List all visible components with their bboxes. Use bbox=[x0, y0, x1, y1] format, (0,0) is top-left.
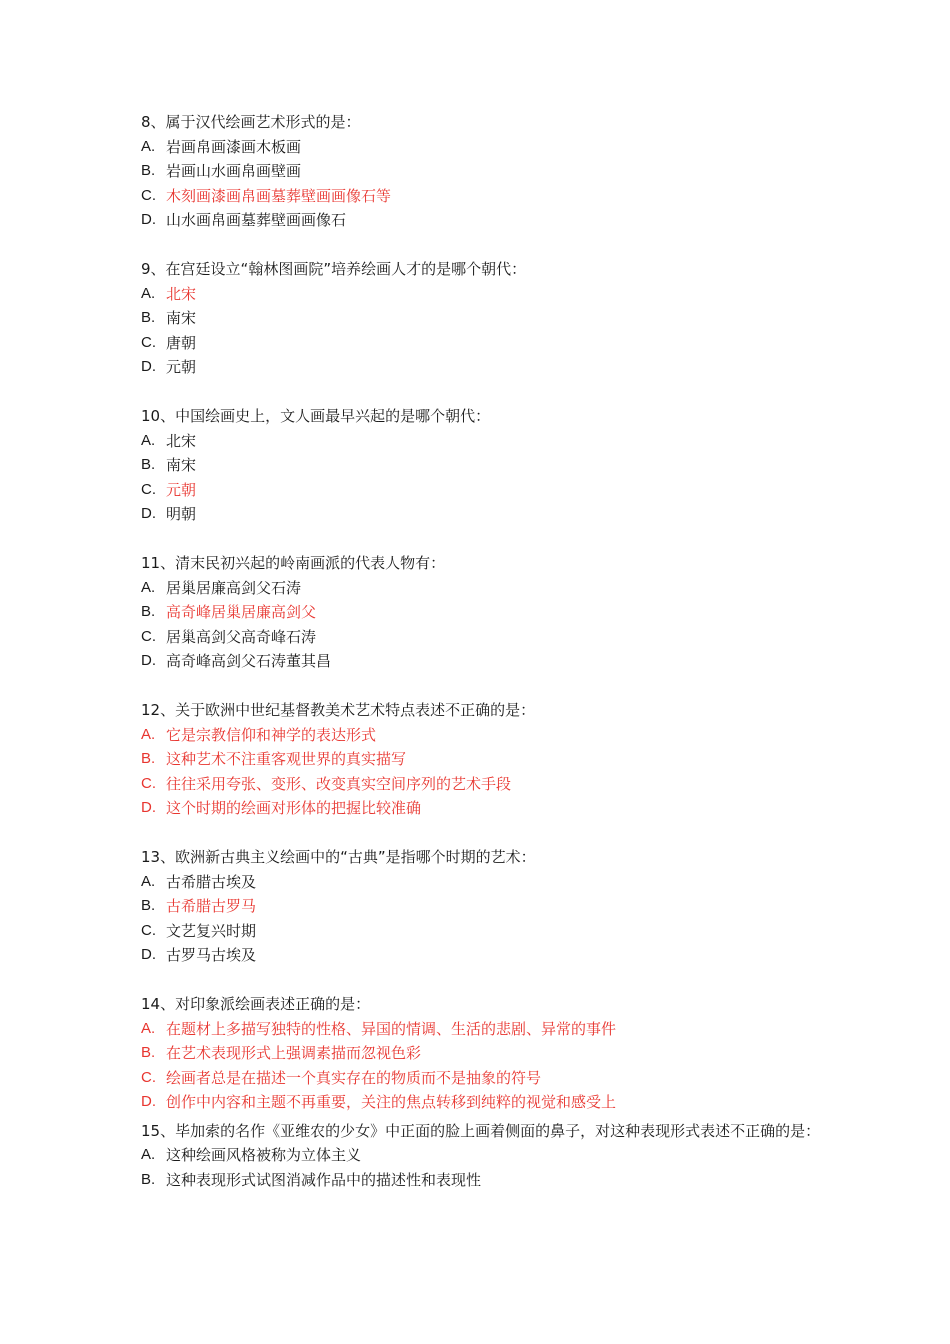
option-c bbox=[141, 625, 821, 650]
option-text: 文艺复兴时期 bbox=[166, 921, 257, 940]
option-letter: D. bbox=[141, 211, 156, 228]
question-8 bbox=[141, 110, 821, 233]
option-letter: C. bbox=[141, 333, 156, 351]
option-text: 南宋 bbox=[166, 456, 197, 474]
correct-answer-text: 这种艺术不注重客观世界的真实描写 bbox=[166, 750, 407, 768]
question-stem: 8、属于汉代绘画艺术形式的是： bbox=[141, 113, 361, 131]
option-b bbox=[141, 453, 821, 478]
option-text: 山水画帛画墓葬壁画画像石 bbox=[166, 211, 347, 229]
option-a bbox=[141, 870, 821, 895]
option-d bbox=[141, 355, 821, 380]
question-stem: 14、对印象派绘画表述正确的是： bbox=[141, 995, 371, 1013]
option-letter: B. bbox=[141, 750, 156, 767]
correct-answer-text: 绘画者总是在描述一个真实存在的物质而不是抽象的符号 bbox=[166, 1068, 542, 1087]
option-letter: C. bbox=[141, 480, 156, 498]
option-text: 古罗马古埃及 bbox=[166, 946, 257, 964]
option-text: 居巢居廉高剑父石涛 bbox=[166, 578, 302, 597]
option-text: 这种绘画风格被称为立体主义 bbox=[166, 1146, 362, 1164]
option-text: 岩画帛画漆画木板画 bbox=[166, 137, 302, 156]
option-letter: A. bbox=[141, 137, 156, 155]
correct-answer-text: 这个时期的绘画对形体的把握比较准确 bbox=[166, 799, 422, 817]
question-14 bbox=[141, 992, 821, 1115]
option-letter: B. bbox=[141, 1170, 156, 1188]
option-text: 北宋 bbox=[166, 431, 197, 450]
question-stem: 9、在宫廷设立“翰林图画院”培养绘画人才的是哪个朝代： bbox=[141, 260, 527, 278]
option-letter: A. bbox=[141, 872, 156, 890]
option-a bbox=[141, 282, 821, 307]
option-text: 元朝 bbox=[166, 358, 197, 376]
option-b bbox=[141, 1041, 821, 1066]
option-text: 这种表现形式试图消减作品中的描述性和表现性 bbox=[166, 1170, 482, 1189]
option-text: 唐朝 bbox=[166, 333, 197, 352]
option-letter: C. bbox=[141, 627, 156, 645]
option-letter: D. bbox=[141, 946, 156, 963]
option-text: 明朝 bbox=[166, 505, 197, 523]
option-letter: B. bbox=[141, 1044, 156, 1061]
option-letter: D. bbox=[141, 652, 156, 669]
option-b bbox=[141, 600, 821, 625]
option-letter: A. bbox=[141, 578, 156, 596]
question-stem: 13、欧洲新古典主义绘画中的“古典”是指哪个时期的艺术： bbox=[141, 848, 536, 866]
option-a bbox=[141, 723, 821, 748]
question-15 bbox=[141, 1119, 821, 1193]
correct-answer-text: 往往采用夸张、变形、改变真实空间序列的艺术手段 bbox=[166, 774, 512, 793]
option-letter: D. bbox=[141, 799, 156, 816]
option-letter: C. bbox=[141, 1068, 156, 1086]
correct-answer-text: 在题材上多描写独特的性格、异国的情调、生活的悲剧、异常的事件 bbox=[166, 1019, 617, 1038]
correct-answer-text: 创作中内容和主题不再重要，关注的焦点转移到纯粹的视觉和感受上 bbox=[166, 1093, 617, 1111]
option-letter: B. bbox=[141, 603, 156, 620]
option-text: 高奇峰高剑父石涛董其昌 bbox=[166, 652, 332, 670]
option-b bbox=[141, 747, 821, 772]
option-text: 岩画山水画帛画壁画 bbox=[166, 162, 302, 180]
option-c bbox=[141, 919, 821, 944]
option-letter: A. bbox=[141, 284, 156, 302]
question-10 bbox=[141, 404, 821, 527]
question-9 bbox=[141, 257, 821, 380]
option-letter: B. bbox=[141, 897, 156, 914]
correct-answer-text: 木刻画漆画帛画墓葬壁画画像石等 bbox=[166, 186, 392, 205]
option-letter: B. bbox=[141, 456, 156, 473]
option-c bbox=[141, 772, 821, 797]
option-c bbox=[141, 184, 821, 209]
option-letter: A. bbox=[141, 1146, 156, 1163]
option-b bbox=[141, 159, 821, 184]
option-letter: C. bbox=[141, 774, 156, 792]
option-a bbox=[141, 1143, 821, 1168]
question-12 bbox=[141, 698, 821, 821]
option-letter: A. bbox=[141, 725, 156, 743]
correct-answer-text: 元朝 bbox=[166, 480, 197, 499]
option-letter: D. bbox=[141, 505, 156, 522]
option-d bbox=[141, 1090, 821, 1115]
option-text: 古希腊古埃及 bbox=[166, 872, 257, 891]
option-a bbox=[141, 429, 821, 454]
question-stem: 15、毕加索的名作《亚维农的少女》中正面的脸上画着侧面的鼻子，对这种表现形式表述不正确的是： bbox=[141, 1121, 821, 1140]
correct-answer-text: 高奇峰居巢居廉高剑父 bbox=[166, 603, 317, 621]
correct-answer-text: 在艺术表现形式上强调素描而忽视色彩 bbox=[166, 1044, 422, 1062]
option-d bbox=[141, 502, 821, 527]
correct-answer-text: 它是宗教信仰和神学的表达形式 bbox=[166, 725, 377, 744]
option-d bbox=[141, 796, 821, 821]
question-13 bbox=[141, 845, 821, 968]
option-d bbox=[141, 208, 821, 233]
option-d bbox=[141, 943, 821, 968]
option-letter: C. bbox=[141, 186, 156, 204]
question-stem: 10、中国绘画史上，文人画最早兴起的是哪个朝代： bbox=[141, 407, 491, 425]
option-b bbox=[141, 1168, 821, 1193]
correct-answer-text: 北宋 bbox=[166, 284, 197, 303]
question-11 bbox=[141, 551, 821, 674]
question-stem: 12、关于欧洲中世纪基督教美术艺术特点表述不正确的是： bbox=[141, 701, 536, 719]
option-a bbox=[141, 135, 821, 160]
option-letter: C. bbox=[141, 921, 156, 939]
option-letter: B. bbox=[141, 309, 156, 326]
option-a bbox=[141, 576, 821, 601]
option-d bbox=[141, 649, 821, 674]
option-letter: D. bbox=[141, 358, 156, 375]
option-letter: D. bbox=[141, 1093, 156, 1110]
option-letter: B. bbox=[141, 162, 156, 179]
correct-answer-text: 古希腊古罗马 bbox=[166, 897, 257, 915]
option-c bbox=[141, 478, 821, 503]
option-text: 南宋 bbox=[166, 309, 197, 327]
document-page bbox=[141, 110, 821, 1192]
option-c bbox=[141, 331, 821, 356]
option-b bbox=[141, 894, 821, 919]
option-letter: A. bbox=[141, 431, 156, 449]
option-c bbox=[141, 1066, 821, 1091]
question-stem: 11、清末民初兴起的岭南画派的代表人物有： bbox=[141, 554, 446, 572]
option-text: 居巢高剑父高奇峰石涛 bbox=[166, 627, 317, 646]
option-a bbox=[141, 1017, 821, 1042]
option-letter: A. bbox=[141, 1019, 156, 1037]
option-b bbox=[141, 306, 821, 331]
